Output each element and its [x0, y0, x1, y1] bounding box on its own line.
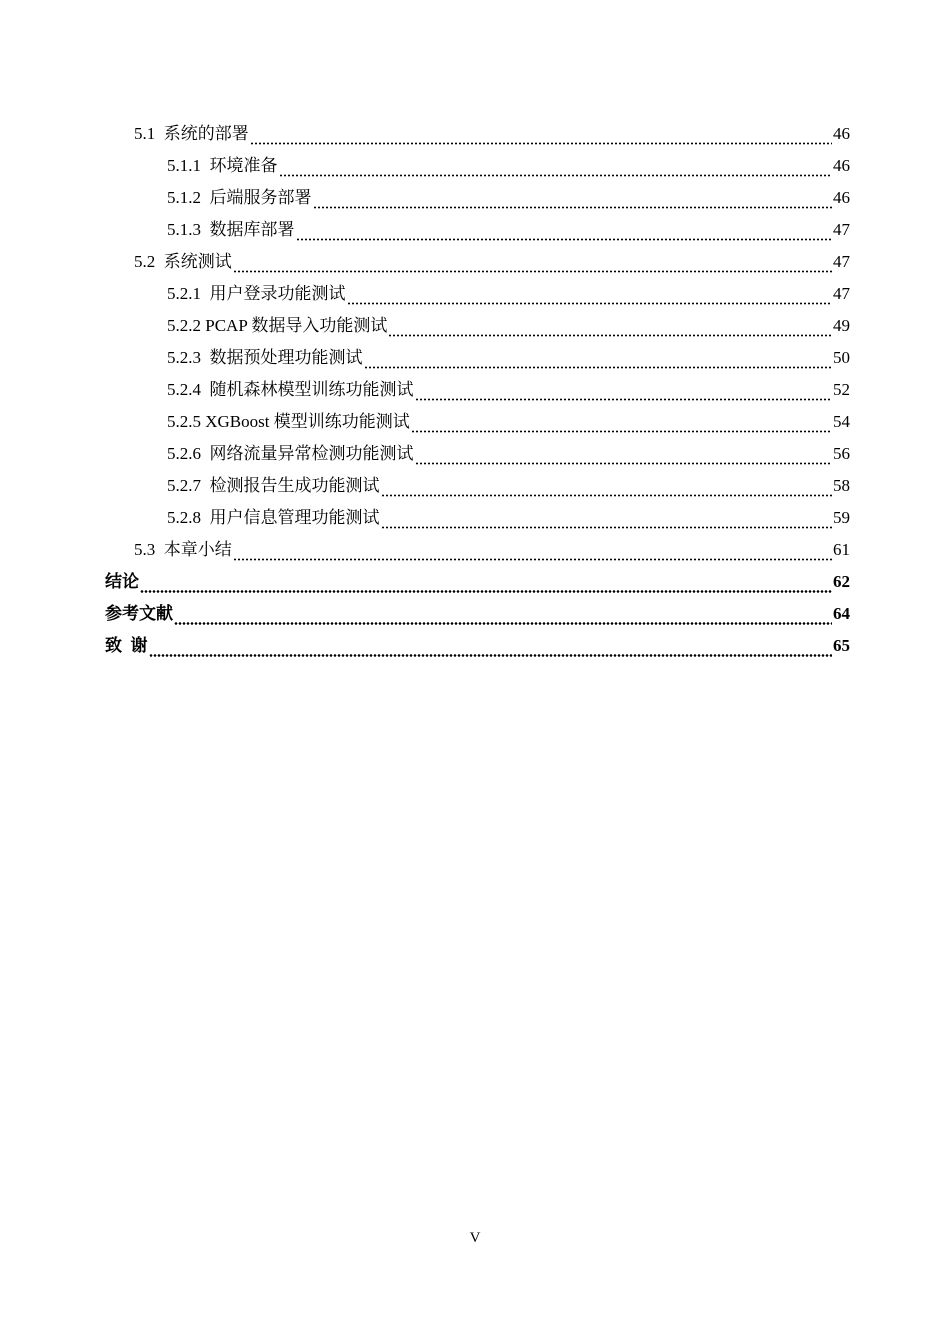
toc-entry-page: 46: [833, 124, 850, 143]
toc-entry-label: 5.2.8 用户信息管理功能测试: [167, 508, 380, 527]
toc-entry-label: 5.3 本章小结: [134, 540, 232, 559]
toc-entry-label: 5.1 系统的部署: [134, 124, 249, 143]
page-number: V: [469, 1230, 481, 1246]
table-of-contents: [0, 118, 950, 662]
toc-entry-label: 5.2.1 用户登录功能测试: [167, 284, 346, 303]
toc-dot-leader: [381, 483, 833, 497]
toc-entry-page: 64: [833, 604, 850, 623]
toc-entry-label: 5.2.5 XGBoost 模型训练功能测试: [167, 412, 410, 431]
toc-entry-label: 致 谢: [105, 636, 148, 655]
toc-dot-leader: [149, 643, 833, 657]
toc-entry-5-1-3[interactable]: [0, 214, 950, 246]
toc-dot-leader: [233, 547, 832, 561]
toc-entry-5-1[interactable]: [0, 118, 950, 150]
toc-entry-page: 50: [833, 348, 850, 367]
toc-entry-label: 5.1.1 环境准备: [167, 156, 278, 175]
toc-entry-5-2-2[interactable]: [0, 310, 950, 342]
toc-dot-leader: [250, 131, 832, 145]
toc-entry-acknowledgements[interactable]: [0, 630, 950, 662]
toc-entry-label: 5.2.4 随机森林模型训练功能测试: [167, 380, 414, 399]
toc-entry-page: 46: [833, 156, 850, 175]
toc-entry-page: 49: [833, 316, 850, 335]
toc-entry-label: 5.1.2 后端服务部署: [167, 188, 312, 207]
toc-entry-page: 56: [833, 444, 850, 463]
toc-dot-leader: [174, 611, 832, 625]
toc-entry-page: 62: [833, 572, 850, 591]
toc-entry-conclusion[interactable]: [0, 566, 950, 598]
toc-dot-leader: [233, 259, 832, 273]
toc-dot-leader: [364, 355, 833, 369]
toc-entry-page: 47: [833, 252, 850, 271]
toc-entry-5-2-8[interactable]: [0, 502, 950, 534]
toc-entry-label: 参考文献: [105, 604, 173, 623]
toc-entry-label: 5.2.6 网络流量异常检测功能测试: [167, 444, 414, 463]
toc-entry-label: 结论: [105, 572, 139, 591]
toc-entry-5-2-3[interactable]: [0, 342, 950, 374]
toc-entry-page: 47: [833, 284, 850, 303]
toc-entry-5-2[interactable]: [0, 246, 950, 278]
toc-entry-label: 5.2.2 PCAP 数据导入功能测试: [167, 316, 388, 335]
toc-dot-leader: [415, 387, 833, 401]
toc-entry-5-2-6[interactable]: [0, 438, 950, 470]
toc-dot-leader: [411, 419, 832, 433]
toc-dot-leader: [381, 515, 833, 529]
toc-entry-references[interactable]: [0, 598, 950, 630]
toc-dot-leader: [388, 323, 832, 337]
toc-entry-page: 61: [833, 540, 850, 559]
toc-entry-label: 5.2.3 数据预处理功能测试: [167, 348, 363, 367]
toc-dot-leader: [140, 579, 832, 593]
toc-dot-leader: [313, 195, 833, 209]
toc-dot-leader: [296, 227, 833, 241]
toc-entry-label: 5.1.3 数据库部署: [167, 220, 295, 239]
toc-entry-5-1-2[interactable]: [0, 182, 950, 214]
toc-entry-page: 59: [833, 508, 850, 527]
toc-dot-leader: [279, 163, 833, 177]
toc-entry-label: 5.2.7 检测报告生成功能测试: [167, 476, 380, 495]
toc-entry-5-2-4[interactable]: [0, 374, 950, 406]
toc-dot-leader: [347, 291, 833, 305]
toc-entry-page: 52: [833, 380, 850, 399]
toc-entry-page: 58: [833, 476, 850, 495]
toc-entry-5-2-5[interactable]: [0, 406, 950, 438]
toc-entry-5-1-1[interactable]: [0, 150, 950, 182]
toc-entry-5-3[interactable]: [0, 534, 950, 566]
toc-entry-page: 65: [833, 636, 850, 655]
toc-dot-leader: [415, 451, 833, 465]
toc-entry-page: 47: [833, 220, 850, 239]
toc-entry-page: 46: [833, 188, 850, 207]
toc-entry-page: 54: [833, 412, 850, 431]
toc-entry-5-2-1[interactable]: [0, 278, 950, 310]
toc-entry-5-2-7[interactable]: [0, 470, 950, 502]
toc-entry-label: 5.2 系统测试: [134, 252, 232, 271]
